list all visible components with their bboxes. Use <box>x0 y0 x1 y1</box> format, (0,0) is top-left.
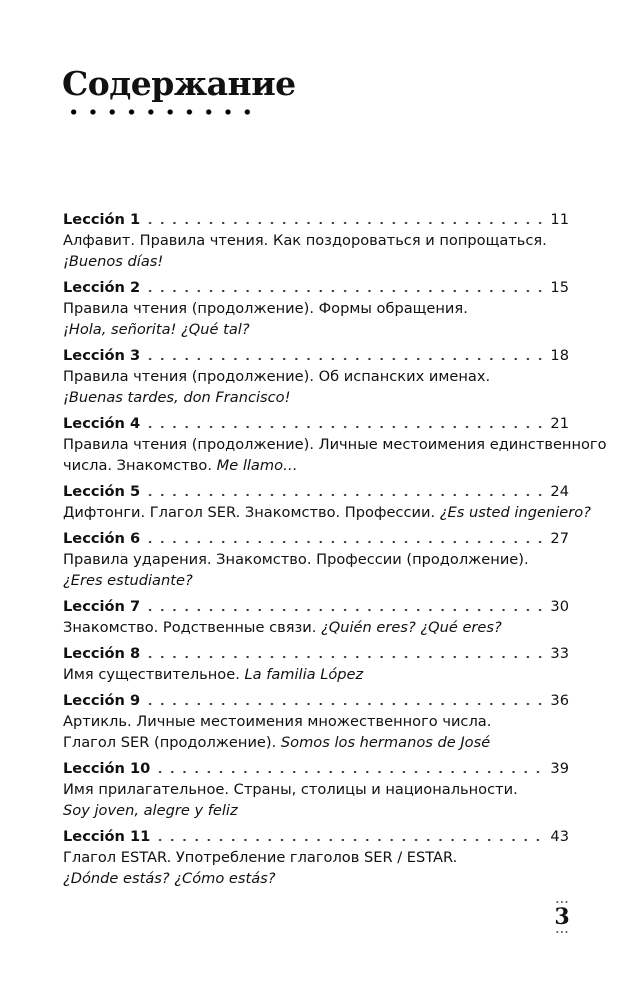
lesson-label: Lección 9 <box>63 692 141 709</box>
toc-entry[interactable] <box>63 758 569 821</box>
title-dot-divider <box>64 108 250 116</box>
dot-leader <box>144 540 542 544</box>
lesson-page-number: 39 <box>550 760 569 777</box>
toc-entry[interactable] <box>63 277 569 340</box>
dot-leader <box>144 655 542 659</box>
lesson-label: Lección 8 <box>63 645 141 662</box>
lesson-topic: Алфавит. Правила чтения. Как поздороваться и попрощаться. <box>63 232 547 249</box>
toc-entry[interactable] <box>63 690 569 753</box>
lesson-description-line <box>63 732 569 753</box>
lesson-page-number: 11 <box>550 211 569 228</box>
toc-entry-heading <box>63 481 569 502</box>
lesson-page-number: 15 <box>550 279 569 296</box>
lesson-page-number: 24 <box>550 483 569 500</box>
lesson-phrase: La familia López <box>244 666 364 683</box>
table-of-contents <box>63 209 607 894</box>
lesson-label: Lección 10 <box>63 760 151 777</box>
lesson-description-line <box>63 868 569 889</box>
toc-entry[interactable] <box>63 643 569 685</box>
lesson-description-line <box>63 502 591 523</box>
lesson-page-number: 27 <box>550 530 569 547</box>
lesson-topic: Правила ударения. Знакомство. Профессии (продолжение). <box>63 551 529 568</box>
lesson-description-line <box>63 387 569 408</box>
lesson-topic: Правила чтения (продолжение). Формы обращения. <box>63 300 468 317</box>
lesson-description-line <box>63 779 569 800</box>
toc-entry-heading <box>63 528 569 549</box>
dot-leader <box>154 770 542 774</box>
lesson-phrase: ¡Buenas tardes, don Francisco! <box>63 389 291 406</box>
page-title: Содержание <box>62 64 296 103</box>
lesson-phrase: ¿Es usted ingeniero? <box>439 504 591 521</box>
lesson-topic: числа. Знакомство. <box>63 457 217 474</box>
lesson-description-line <box>63 298 569 319</box>
lesson-topic: Имя существительное. <box>63 666 245 683</box>
lesson-label: Lección 2 <box>63 279 141 296</box>
lesson-label: Lección 4 <box>63 415 141 432</box>
toc-entry[interactable] <box>63 826 569 889</box>
dot-leader <box>154 838 542 842</box>
toc-entry-heading <box>63 826 569 847</box>
dot-leader <box>144 493 542 497</box>
dot-leader <box>144 608 542 612</box>
lesson-phrase: ¿Dónde estás? ¿Cómo estás? <box>63 870 276 887</box>
page-number-dots-bottom <box>555 930 569 934</box>
lesson-topic: Знакомство. Родственные связи. <box>63 619 321 636</box>
toc-entry[interactable] <box>63 413 607 476</box>
lesson-phrase: Somos los hermanos de José <box>280 734 491 751</box>
page-number-block <box>552 900 572 934</box>
lesson-description-line <box>63 230 569 251</box>
lesson-label: Lección 5 <box>63 483 141 500</box>
lesson-phrase: Soy joven, alegre y feliz <box>63 802 238 819</box>
lesson-topic: Правила чтения (продолжение). Личные местоимения единственного <box>63 436 607 453</box>
lesson-description-line <box>63 800 569 821</box>
lesson-page-number: 18 <box>550 347 569 364</box>
lesson-description-line <box>63 570 569 591</box>
dot-leader <box>144 221 542 225</box>
lesson-phrase: ¡Hola, señorita! ¿Qué tal? <box>63 321 250 338</box>
lesson-description-line <box>63 455 569 476</box>
lesson-description-line <box>63 617 569 638</box>
lesson-description-line <box>63 847 569 868</box>
lesson-label: Lección 1 <box>63 211 141 228</box>
lesson-topic: Глагол ESTAR. Употребление глаголов SER / ESTAR. <box>63 849 458 866</box>
toc-entry-heading <box>63 690 569 711</box>
lesson-phrase: ¿Eres estudiante? <box>63 572 193 589</box>
toc-entry[interactable] <box>63 528 569 591</box>
toc-entry[interactable] <box>63 209 569 272</box>
lesson-phrase: Me llamo… <box>216 457 298 474</box>
lesson-page-number: 33 <box>550 645 569 662</box>
lesson-page-number: 43 <box>550 828 569 845</box>
lesson-label: Lección 6 <box>63 530 141 547</box>
lesson-description-line <box>63 319 569 340</box>
lesson-topic: Артикль. Личные местоимения множественного числа. <box>63 713 492 730</box>
lesson-topic: Имя прилагательное. Страны, столицы и национальности. <box>63 781 518 798</box>
toc-entry-heading <box>63 277 569 298</box>
toc-entry-heading <box>63 758 569 779</box>
toc-entry[interactable] <box>63 481 591 523</box>
toc-entry-heading <box>63 413 569 434</box>
lesson-topic: Дифтонги. Глагол SER. Знакомство. Профессии. <box>63 504 440 521</box>
dot-leader <box>144 702 542 706</box>
page-number: 3 <box>554 904 570 930</box>
lesson-page-number: 30 <box>550 598 569 615</box>
lesson-phrase: ¿Quién eres? ¿Qué eres? <box>321 619 502 636</box>
toc-entry-heading <box>63 345 569 366</box>
lesson-page-number: 21 <box>550 415 569 432</box>
lesson-phrase: ¡Buenos días! <box>63 253 164 270</box>
toc-entry[interactable] <box>63 345 569 408</box>
toc-entry-heading <box>63 209 569 230</box>
lesson-description-line <box>63 711 569 732</box>
lesson-label: Lección 3 <box>63 347 141 364</box>
dot-leader <box>144 425 542 429</box>
lesson-label: Lección 7 <box>63 598 141 615</box>
lesson-description-line <box>63 664 569 685</box>
dot-leader <box>144 357 542 361</box>
lesson-description-line <box>63 366 569 387</box>
dot-leader <box>144 289 542 293</box>
lesson-topic: Глагол SER (продолжение). <box>63 734 281 751</box>
lesson-page-number: 36 <box>550 692 569 709</box>
toc-entry-heading <box>63 596 569 617</box>
lesson-topic: Правила чтения (продолжение). Об испанских именах. <box>63 368 491 385</box>
toc-entry-heading <box>63 643 569 664</box>
lesson-description-line <box>63 251 569 272</box>
lesson-label: Lección 11 <box>63 828 151 845</box>
lesson-description-line <box>63 549 569 570</box>
toc-entry[interactable] <box>63 596 569 638</box>
lesson-description-line <box>63 434 607 455</box>
